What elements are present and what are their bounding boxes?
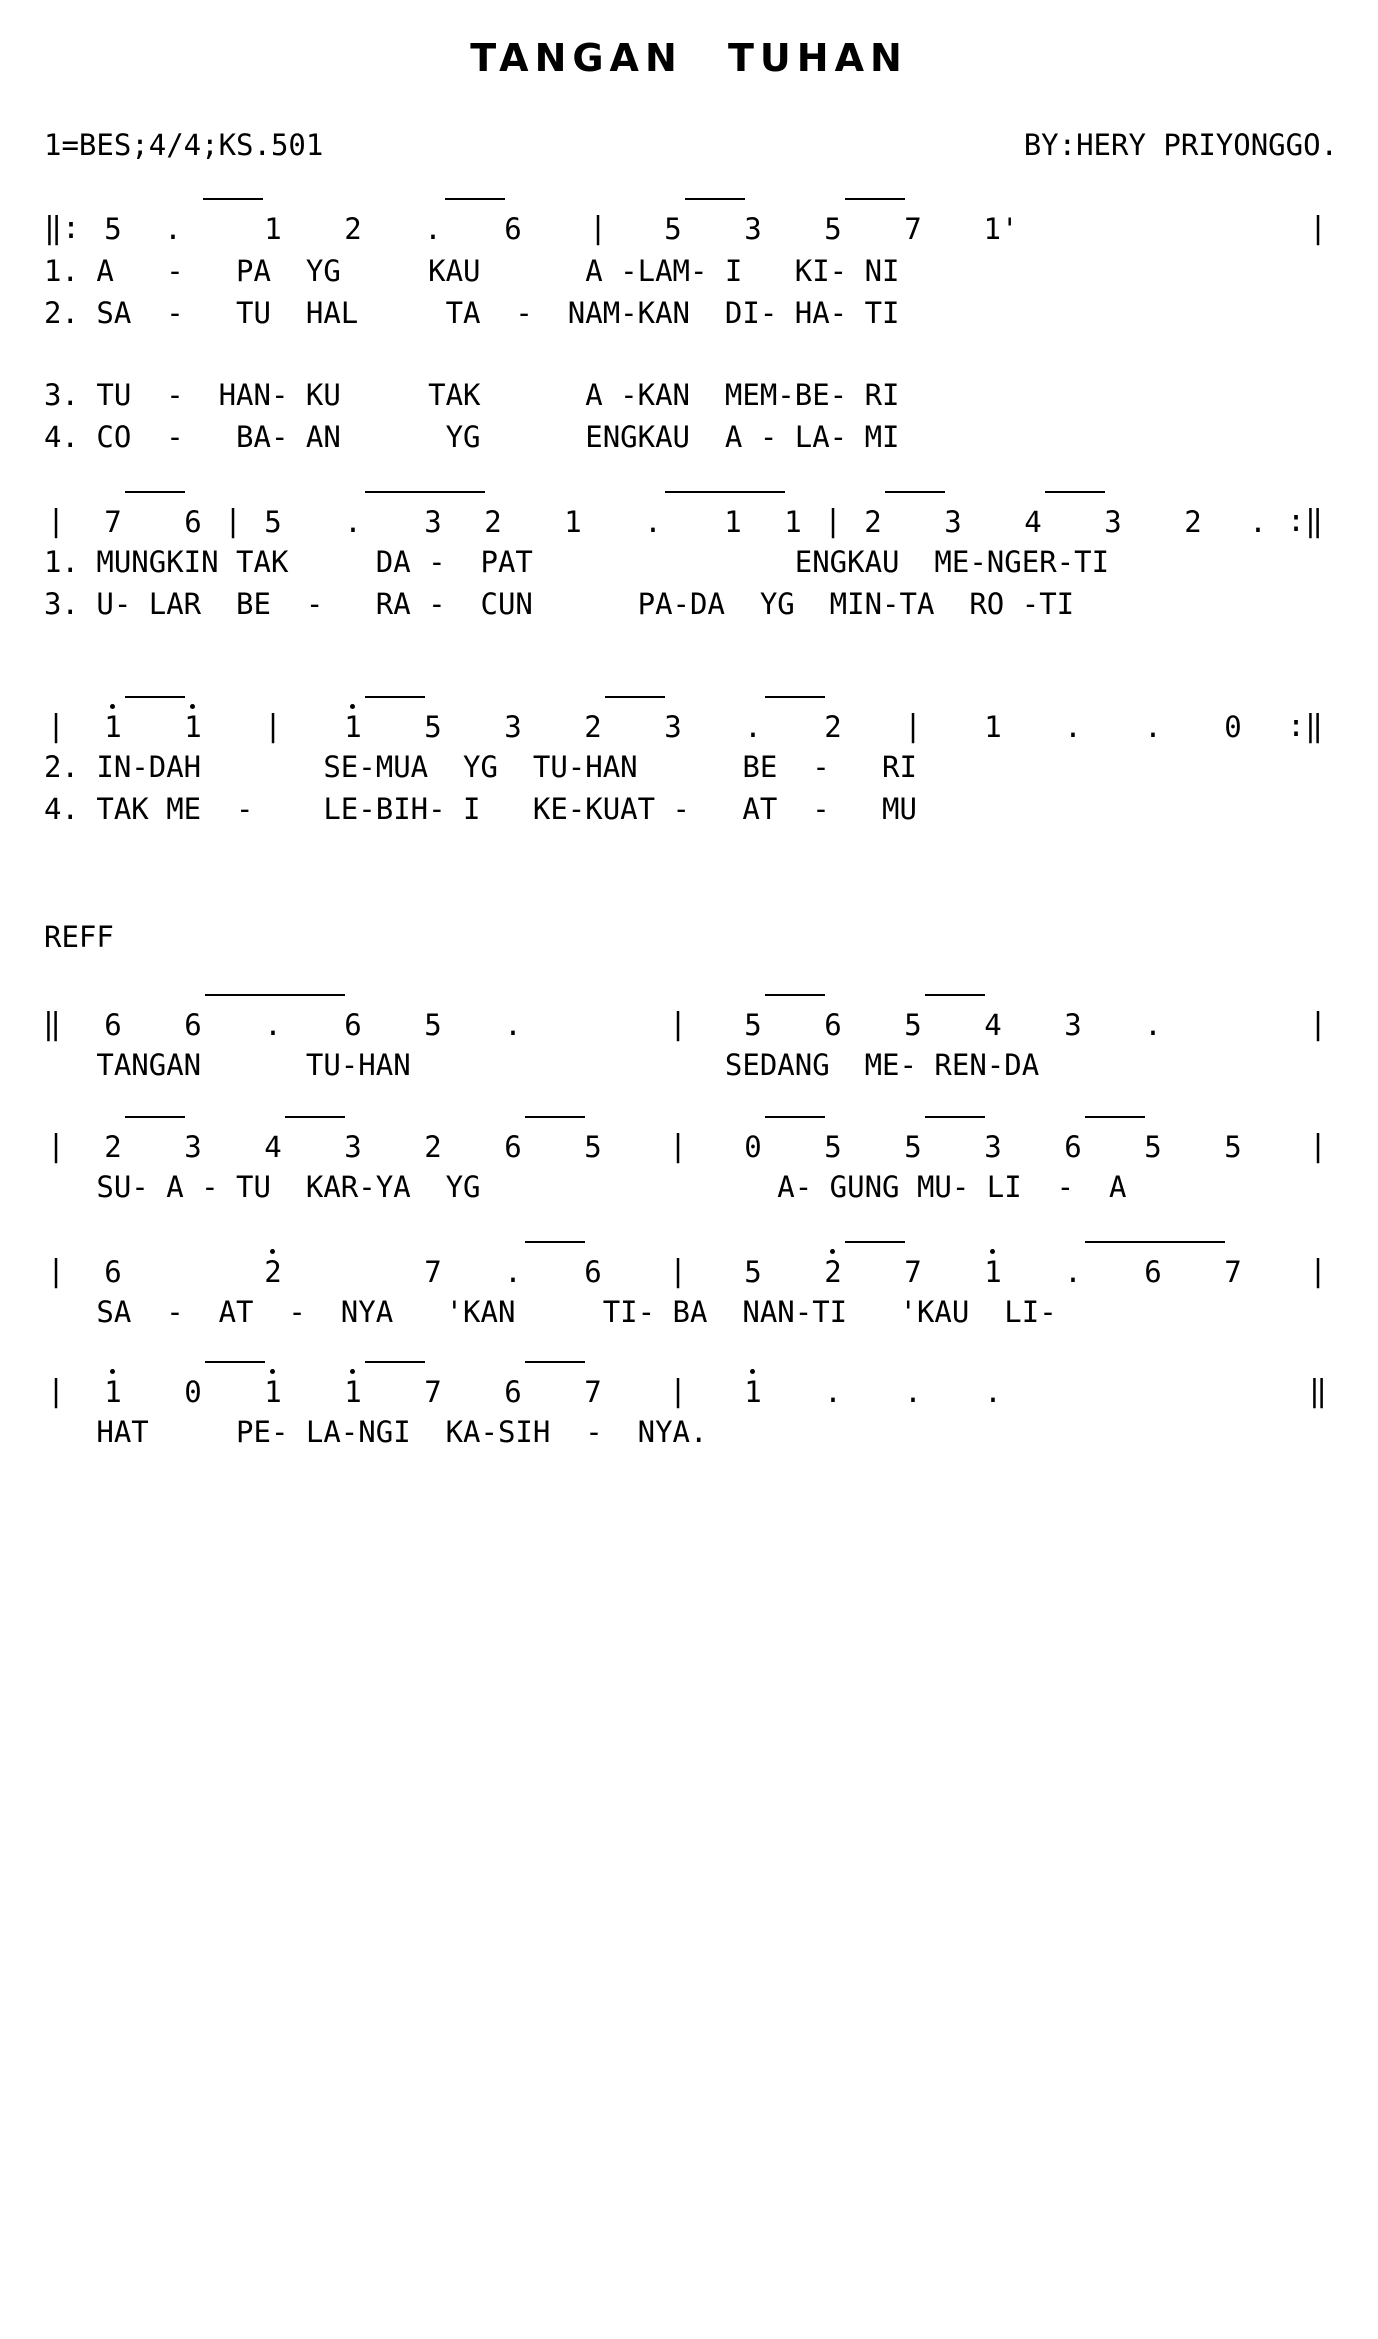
note: 3 bbox=[664, 710, 682, 744]
note: 3 bbox=[424, 505, 442, 539]
note: 6 bbox=[824, 1008, 842, 1042]
note: 5 bbox=[264, 505, 282, 539]
song-title: TANGAN TUHAN bbox=[470, 36, 908, 80]
beam-line bbox=[125, 1116, 185, 1118]
note: 3 bbox=[944, 505, 962, 539]
lyric-line: 4. CO - BA- AN YG ENGKAU A - LA- MI bbox=[44, 420, 900, 454]
note: 2 bbox=[824, 1255, 842, 1289]
note: 6 bbox=[184, 1008, 202, 1042]
note: . bbox=[504, 1255, 522, 1289]
note: . bbox=[504, 1008, 522, 1042]
lyric-line: 4. TAK ME - LE-BIH- I KE-KUAT - AT - MU bbox=[44, 792, 917, 826]
octave-dot bbox=[270, 1249, 275, 1254]
note: 5 bbox=[904, 1008, 922, 1042]
beam-line bbox=[765, 994, 825, 996]
barline: | bbox=[668, 1374, 688, 1409]
note: 1 bbox=[184, 710, 202, 744]
barline: | bbox=[823, 504, 843, 539]
note: 1 bbox=[724, 505, 742, 539]
beam-line bbox=[445, 198, 505, 200]
note: 5 bbox=[744, 1008, 762, 1042]
note: 7 bbox=[904, 212, 922, 246]
note: 1 bbox=[784, 505, 802, 539]
beam-line bbox=[285, 1116, 345, 1118]
note: 6 bbox=[344, 1008, 362, 1042]
note: . bbox=[1064, 1255, 1082, 1289]
note: 1 bbox=[564, 505, 582, 539]
lyric-line: 1. MUNGKIN TAK DA - PAT ENGKAU ME-NGER-TI bbox=[44, 545, 1110, 579]
beam-line bbox=[203, 198, 263, 200]
barline: ‖ bbox=[42, 1007, 62, 1042]
barline: | bbox=[668, 1007, 688, 1042]
beam-line bbox=[525, 1241, 585, 1243]
octave-dot bbox=[350, 1369, 355, 1374]
note: 1 bbox=[264, 1375, 282, 1409]
beam-line bbox=[1045, 491, 1105, 493]
note: 3 bbox=[344, 1130, 362, 1164]
octave-dot bbox=[350, 704, 355, 709]
note: . bbox=[644, 505, 662, 539]
note: 2 bbox=[264, 1255, 282, 1289]
barline: :‖ bbox=[1286, 709, 1324, 744]
note: 5 bbox=[104, 212, 122, 246]
note: 5 bbox=[904, 1130, 922, 1164]
barline: | bbox=[1308, 1254, 1328, 1289]
note: 1 bbox=[104, 710, 122, 744]
note: 2 bbox=[1184, 505, 1202, 539]
note: 6 bbox=[104, 1008, 122, 1042]
note: 3 bbox=[1104, 505, 1122, 539]
note: . bbox=[1144, 710, 1162, 744]
beam-line bbox=[885, 491, 945, 493]
note: 1' bbox=[983, 212, 1019, 246]
note: . bbox=[824, 1375, 842, 1409]
note: 5 bbox=[824, 1130, 842, 1164]
note: 5 bbox=[1224, 1130, 1242, 1164]
beam-line bbox=[205, 1361, 265, 1363]
note: 4 bbox=[264, 1130, 282, 1164]
lyric-line: SU- A - TU KAR-YA YG A- GUNG MU- LI - A bbox=[44, 1170, 1127, 1204]
beam-line bbox=[925, 1116, 985, 1118]
note: 1 bbox=[344, 710, 362, 744]
note: 5 bbox=[424, 710, 442, 744]
octave-dot bbox=[830, 1249, 835, 1254]
note: 7 bbox=[1224, 1255, 1242, 1289]
barline: | bbox=[46, 1254, 66, 1289]
beam-line bbox=[125, 491, 185, 493]
note: . bbox=[344, 505, 362, 539]
note: 5 bbox=[584, 1130, 602, 1164]
note: 3 bbox=[744, 212, 762, 246]
beam-line bbox=[765, 1116, 825, 1118]
note: 5 bbox=[424, 1008, 442, 1042]
beam-line bbox=[285, 994, 345, 996]
barline: ‖: bbox=[43, 211, 81, 246]
barline: | bbox=[1308, 1129, 1328, 1164]
note: 6 bbox=[504, 1375, 522, 1409]
note: 3 bbox=[184, 1130, 202, 1164]
note: . bbox=[1144, 1008, 1162, 1042]
note: 1 bbox=[984, 710, 1002, 744]
beam-line bbox=[525, 1361, 585, 1363]
note: 2 bbox=[824, 710, 842, 744]
note: 7 bbox=[104, 505, 122, 539]
note: 0 bbox=[744, 1130, 762, 1164]
barline: | bbox=[1308, 211, 1328, 246]
note: 5 bbox=[744, 1255, 762, 1289]
octave-dot bbox=[110, 704, 115, 709]
note: 2 bbox=[484, 505, 502, 539]
octave-dot bbox=[750, 1369, 755, 1374]
note: . bbox=[984, 1375, 1002, 1409]
note: 3 bbox=[1064, 1008, 1082, 1042]
lyric-line: 1. A - PA YG KAU A -LAM- I KI- NI bbox=[44, 254, 900, 288]
beam-line bbox=[365, 696, 425, 698]
barline: | bbox=[46, 504, 66, 539]
lyric-line: 3. TU - HAN- KU TAK A -KAN MEM-BE- RI bbox=[44, 378, 900, 412]
lyric-line: SA - AT - NYA 'KAN TI- BA NAN-TI 'KAU LI- bbox=[44, 1295, 1057, 1329]
beam-line bbox=[125, 696, 185, 698]
note: 1 bbox=[264, 212, 282, 246]
beam-line bbox=[1085, 1116, 1145, 1118]
lyric-line: 2. SA - TU HAL TA - NAM-KAN DI- HA- TI bbox=[44, 296, 900, 330]
note: 2 bbox=[584, 710, 602, 744]
beam-line bbox=[445, 491, 485, 493]
note: 1 bbox=[984, 1255, 1002, 1289]
note: 2 bbox=[344, 212, 362, 246]
note: 5 bbox=[664, 212, 682, 246]
barline: | bbox=[668, 1254, 688, 1289]
note: 6 bbox=[504, 1130, 522, 1164]
barline: :‖ bbox=[1286, 504, 1324, 539]
note: . bbox=[1064, 710, 1082, 744]
beam-line bbox=[605, 696, 665, 698]
lyric-line: 2. IN-DAH SE-MUA YG TU-HAN BE - RI bbox=[44, 750, 917, 784]
beam-line bbox=[845, 198, 905, 200]
note: 7 bbox=[904, 1255, 922, 1289]
note: . bbox=[164, 212, 182, 246]
barline: | bbox=[46, 709, 66, 744]
beam-line bbox=[1165, 1241, 1225, 1243]
note: 4 bbox=[1024, 505, 1042, 539]
beam-line bbox=[845, 1241, 905, 1243]
barline: | bbox=[903, 709, 923, 744]
barline: | bbox=[1308, 1007, 1328, 1042]
note: 6 bbox=[104, 1255, 122, 1289]
key-signature-info: 1=BES;4/4;KS.501 bbox=[44, 128, 324, 162]
note: 6 bbox=[184, 505, 202, 539]
note: 5 bbox=[824, 212, 842, 246]
barline: ‖ bbox=[1308, 1374, 1328, 1409]
octave-dot bbox=[990, 1249, 995, 1254]
note: 2 bbox=[424, 1130, 442, 1164]
barline: | bbox=[223, 504, 243, 539]
lyric-line: 3. U- LAR BE - RA - CUN PA-DA YG MIN-TA RO -TI bbox=[44, 587, 1075, 621]
note: 1 bbox=[744, 1375, 762, 1409]
note: 2 bbox=[104, 1130, 122, 1164]
note: 7 bbox=[584, 1375, 602, 1409]
beam-line bbox=[925, 994, 985, 996]
beam-line bbox=[365, 1361, 425, 1363]
note: 0 bbox=[1224, 710, 1242, 744]
note: 7 bbox=[424, 1255, 442, 1289]
note: 1 bbox=[344, 1375, 362, 1409]
beam-line bbox=[525, 1116, 585, 1118]
lyric-line: HAT PE- LA-NGI KA-SIH - NYA. bbox=[44, 1415, 708, 1449]
barline: | bbox=[668, 1129, 688, 1164]
note: 3 bbox=[504, 710, 522, 744]
beam-line bbox=[765, 696, 825, 698]
note: 5 bbox=[1144, 1130, 1162, 1164]
barline: | bbox=[263, 709, 283, 744]
note: 0 bbox=[184, 1375, 202, 1409]
note: 6 bbox=[1144, 1255, 1162, 1289]
octave-dot bbox=[270, 1369, 275, 1374]
note: . bbox=[904, 1375, 922, 1409]
note: 1 bbox=[104, 1375, 122, 1409]
lyric-line: TANGAN TU-HAN SEDANG ME- REN-DA bbox=[44, 1048, 1040, 1082]
barline: | bbox=[588, 211, 608, 246]
note: 4 bbox=[984, 1008, 1002, 1042]
note: 6 bbox=[504, 212, 522, 246]
note: 7 bbox=[424, 1375, 442, 1409]
note: 6 bbox=[1064, 1130, 1082, 1164]
note: . bbox=[744, 710, 762, 744]
note: . bbox=[1249, 505, 1267, 539]
composer-credit: BY:HERY PRIYONGGO. bbox=[1023, 128, 1338, 162]
barline: | bbox=[46, 1374, 66, 1409]
octave-dot bbox=[110, 1369, 115, 1374]
note: 6 bbox=[584, 1255, 602, 1289]
reff-label: REFF bbox=[44, 920, 114, 954]
note: . bbox=[264, 1008, 282, 1042]
octave-dot bbox=[190, 704, 195, 709]
barline: | bbox=[46, 1129, 66, 1164]
note: 3 bbox=[984, 1130, 1002, 1164]
note: . bbox=[424, 212, 442, 246]
beam-line bbox=[685, 198, 745, 200]
beam-line bbox=[745, 491, 785, 493]
note: 2 bbox=[864, 505, 882, 539]
